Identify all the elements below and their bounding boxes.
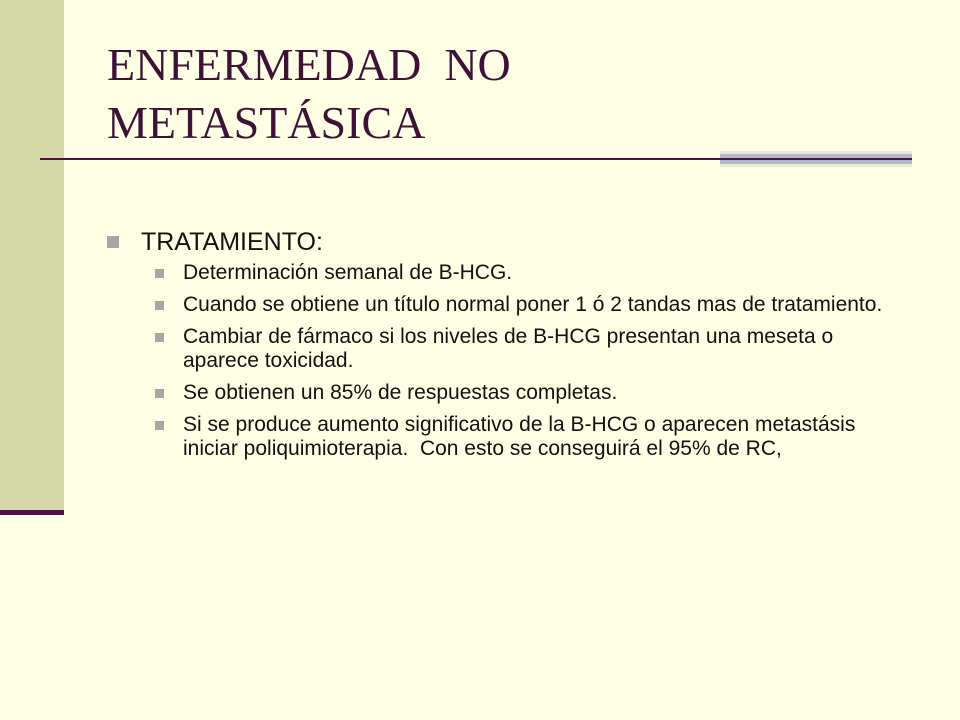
square-bullet-icon	[107, 236, 119, 248]
title-line-2: METASTÁSICA	[107, 97, 426, 148]
treatment-list	[155, 261, 907, 461]
square-bullet-icon	[155, 389, 164, 398]
side-band	[0, 0, 64, 512]
square-bullet-icon	[155, 301, 164, 310]
slide-body	[107, 225, 907, 469]
list-item-text: Cuando se obtiene un título normal poner 1 ó 2 tandas mas de tratamiento.	[183, 293, 883, 316]
section-heading: TRATAMIENTO:	[141, 228, 323, 256]
side-band-accent	[0, 510, 64, 515]
list-item	[155, 381, 907, 405]
list-item	[155, 325, 907, 373]
slide-title	[107, 36, 907, 152]
list-item-text: Determinación semanal de B-HCG.	[183, 261, 513, 284]
list-item	[155, 261, 907, 285]
square-bullet-icon	[155, 333, 164, 342]
list-item-text: Se obtienen un 85% de respuestas completas.	[183, 381, 618, 404]
square-bullet-icon	[155, 421, 164, 430]
title-line-1: ENFERMEDAD NO	[107, 39, 511, 90]
list-item-text: Si se produce aumento significativo de la B-HCG o aparecen metastásis iniciar poliquimioterapia. Con esto se conseguirá el 95% de RC,	[183, 413, 862, 460]
list-item	[155, 293, 907, 317]
square-bullet-icon	[155, 269, 164, 278]
title-divider	[40, 158, 720, 160]
list-item-text: Cambiar de fármaco si los niveles de B-HCG presentan una meseta o aparece toxicidad.	[183, 325, 834, 372]
section-bullet	[107, 225, 907, 259]
title-divider-accent	[720, 151, 912, 167]
list-item	[155, 413, 907, 461]
